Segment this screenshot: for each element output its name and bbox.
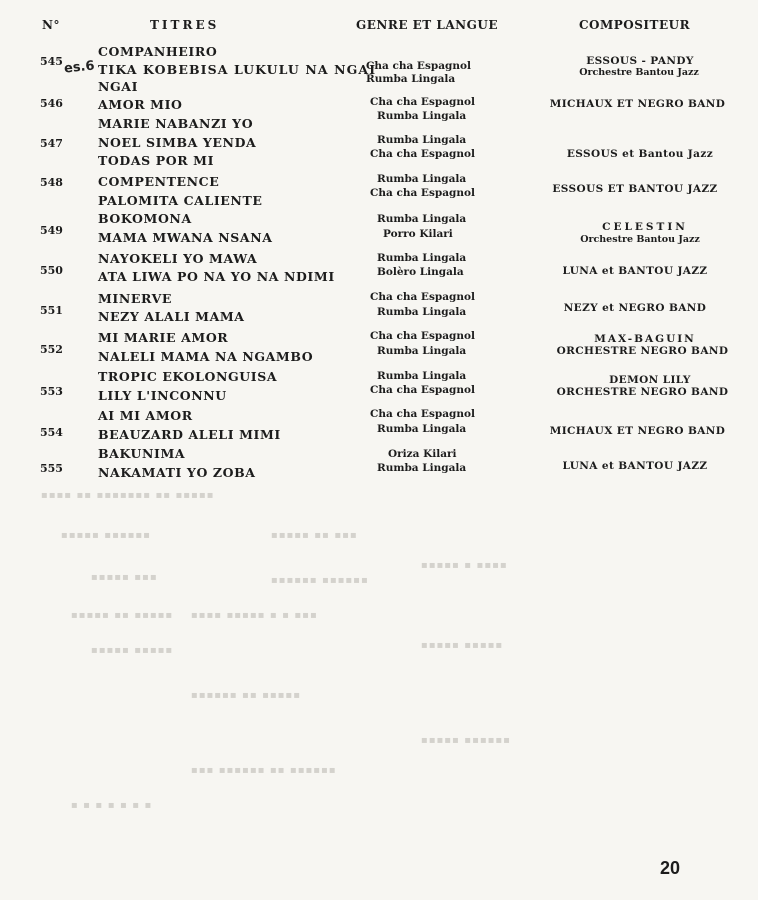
entry-number: 552 (40, 343, 63, 356)
entry-composer-orchestra: Orchestre Bantou Jazz (579, 67, 699, 78)
entry-genre: Rumba Lingala (377, 173, 467, 185)
entry-title: MI MARIE AMOR (98, 330, 229, 345)
entry-genre: Cha cha Espagnol (370, 408, 475, 420)
handwritten-note: es.6 (63, 58, 96, 77)
entry-genre: Cha cha Espagnol (366, 60, 471, 72)
entry-title: NOEL SIMBA YENDA (98, 135, 257, 150)
entry-composer: ESSOUS ET BANTOU JAZZ (552, 183, 718, 195)
header-number: N° (42, 18, 60, 32)
entry-title: MINERVE (98, 291, 173, 306)
entry-title: LILY L'INCONNU (98, 388, 227, 403)
bleed-through-text: ▪▪▪ ▪ ▪ ▪▪▪▪▪ ▪▪▪▪ (190, 610, 317, 621)
entry-number: 549 (40, 224, 63, 237)
entry-title: NAKAMATI YO ZOBA (98, 465, 256, 480)
header-composer: COMPOSITEUR (579, 18, 691, 32)
entry-genre: Oriza Kilari (388, 448, 457, 460)
entry-genre: Rumba Lingala (377, 345, 467, 357)
bleed-through-text: ▪▪▪▪▪▪ ▪▪▪▪▪ (420, 735, 511, 746)
bleed-through-text: ▪▪▪▪▪▪ ▪▪▪▪▪ (60, 530, 151, 541)
bleed-through-text: ▪▪▪▪▪ ▪▪ ▪▪▪▪▪▪ (190, 690, 301, 701)
entry-genre: Rumba Lingala (377, 213, 467, 225)
entry-number: 547 (40, 137, 63, 150)
entry-genre: Cha cha Espagnol (370, 330, 475, 342)
entry-genre: Rumba Lingala (377, 462, 467, 474)
entry-genre: Cha cha Espagnol (370, 384, 475, 396)
entry-number: 554 (40, 426, 63, 439)
entry-composer: ESSOUS et Bantou Jazz (566, 148, 714, 160)
bleed-through-text: ▪▪▪▪ ▪ ▪▪▪▪▪ (420, 560, 507, 571)
entry-title: NEZY ALALI MAMA (98, 309, 245, 324)
entry-number: 545 (40, 55, 63, 68)
entry-genre: Porro Kilari (383, 228, 453, 240)
entry-composer: MICHAUX ET NEGRO BAND (549, 98, 726, 110)
bleed-through-text: ▪▪▪▪▪ ▪▪ ▪▪▪▪▪▪▪ ▪▪ ▪▪▪▪ (40, 490, 214, 501)
entry-genre: Cha cha Espagnol (370, 187, 475, 199)
entry-composer: DEMON LILY (609, 374, 691, 386)
entry-composer: ESSOUS - PANDY (586, 55, 694, 67)
entry-composer-orchestra: Orchestre Bantou Jazz (580, 234, 700, 245)
bleed-through-text: ▪ ▪ ▪ ▪ ▪ ▪ ▪ (70, 800, 152, 811)
page-number: 20 (660, 858, 681, 878)
entry-title: PALOMITA CALIENTE (98, 193, 263, 208)
entry-number: 548 (40, 176, 63, 189)
entry-title: MARIE NABANZI YO (98, 116, 254, 131)
entry-composer: LUNA et BANTOU JAZZ (562, 265, 708, 277)
bleed-through-text: ▪▪▪ ▪▪▪▪▪ (90, 572, 157, 583)
bleed-through-text: ▪▪▪ ▪▪ ▪▪▪▪▪ (270, 530, 357, 541)
header-titles: TITRES (150, 18, 220, 32)
bleed-through-text: ▪▪▪▪▪▪ ▪▪▪▪▪▪ (270, 575, 368, 586)
entry-title: COMPANHEIRO (98, 44, 218, 59)
entry-title: TODAS POR MI (98, 153, 215, 168)
entry-genre: Rumba Lingala (377, 306, 467, 318)
bleed-through-text: ▪▪▪▪▪ ▪▪▪▪▪ (90, 645, 173, 656)
entry-title: NAYOKELI YO MAWA (98, 251, 258, 266)
entry-number: 551 (40, 304, 63, 317)
entry-composer-orchestra: ORCHESTRE NEGRO BAND (556, 386, 729, 398)
entry-genre: Cha cha Espagnol (370, 96, 475, 108)
entry-genre: Rumba Lingala (377, 110, 467, 122)
entry-title: ATA LIWA PO NA YO NA NDIMI (98, 269, 335, 284)
entry-composer: LUNA et BANTOU JAZZ (562, 460, 708, 472)
entry-title: BAKUNIMA (98, 446, 186, 461)
entry-title: COMPENTENCE (98, 174, 220, 189)
entry-composer: NEZY et NEGRO BAND (563, 302, 707, 314)
entry-number: 550 (40, 264, 63, 277)
entry-genre: Rumba Lingala (377, 423, 467, 435)
entry-number: 553 (40, 385, 63, 398)
bleed-through-text: ▪▪▪▪▪▪ ▪▪ ▪▪▪▪▪▪ ▪▪▪ (190, 765, 336, 776)
bleed-through-text: ▪▪▪▪▪ ▪▪▪▪▪ (420, 640, 503, 651)
header-genre: GENRE ET LANGUE (356, 18, 498, 32)
entry-title: AI MI AMOR (98, 408, 193, 423)
entry-title: TROPIC EKOLONGUISA (98, 369, 278, 384)
entry-genre: Cha cha Espagnol (370, 291, 475, 303)
entry-genre: Bolèro Lingala (377, 266, 464, 278)
entry-number: 546 (40, 97, 63, 110)
entry-genre: Rumba Lingala (366, 73, 456, 85)
entry-genre: Rumba Lingala (377, 370, 467, 382)
entry-genre: Rumba Lingala (377, 134, 467, 146)
entry-composer: MICHAUX ET NEGRO BAND (549, 425, 726, 437)
entry-title-continuation: NGAI (98, 79, 139, 94)
entry-composer: CELESTIN (602, 221, 688, 233)
entry-title: MAMA MWANA NSANA (98, 230, 273, 245)
entry-title: AMOR MIO (98, 97, 183, 112)
entry-title: TIKA KOBEBISA LUKULU NA NGAI (98, 62, 377, 77)
entry-genre: Rumba Lingala (377, 252, 467, 264)
entry-composer: MAX-BAGUIN (594, 333, 696, 345)
bleed-through-text: ▪▪▪▪▪ ▪▪ ▪▪▪▪▪ (70, 610, 173, 621)
entry-title: BOKOMONA (98, 211, 192, 226)
entry-composer-orchestra: ORCHESTRE NEGRO BAND (556, 345, 729, 357)
entry-number: 555 (40, 462, 63, 475)
entry-genre: Cha cha Espagnol (370, 148, 475, 160)
entry-title: NALELI MAMA NA NGAMBO (98, 349, 314, 364)
entry-title: BEAUZARD ALELI MIMI (98, 427, 281, 442)
